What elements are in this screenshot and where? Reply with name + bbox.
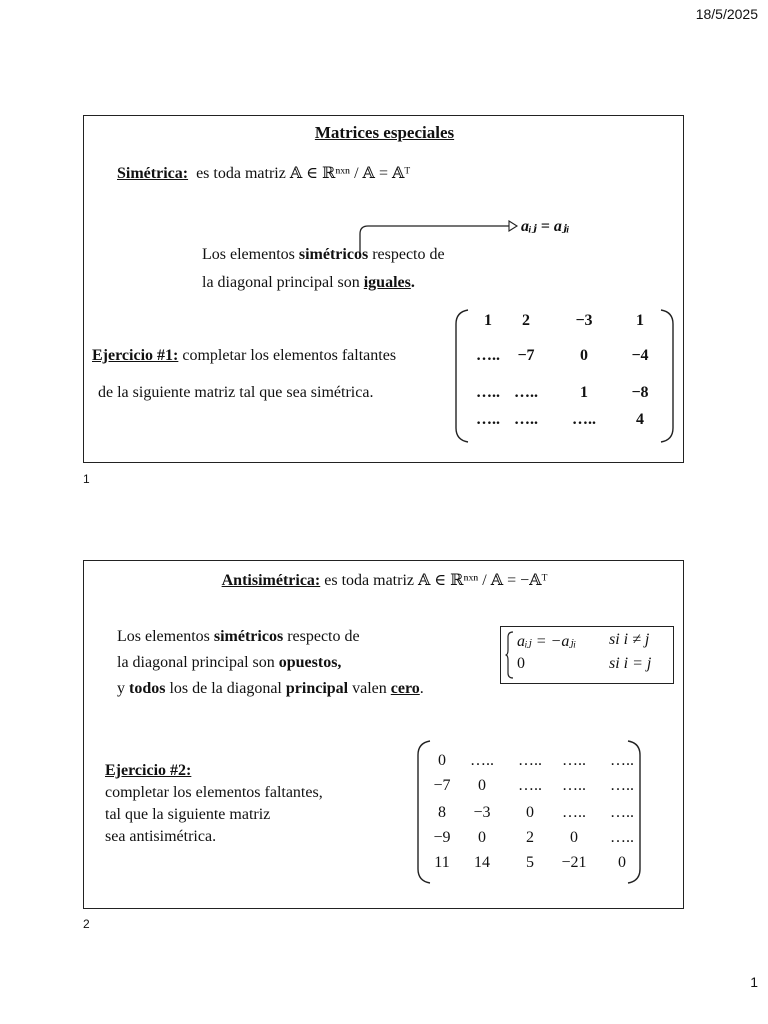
cases-row2-cond: si i = j bbox=[609, 655, 652, 672]
cases-row1-cond: si i ≠ j bbox=[609, 631, 650, 648]
antisym-text-line3: y todos los de la diagonal principal valen cero. bbox=[117, 680, 424, 697]
slide-title: Matrices especiales bbox=[314, 123, 455, 142]
page-date: 18/5/2025 bbox=[695, 6, 758, 22]
exercise1-line1: Ejercicio #1: completar los elementos faltantes bbox=[92, 347, 397, 364]
symmetric-def: es toda matriz 𝔸 ∈ ℝⁿˣⁿ / 𝔸 = 𝔸ᵀ bbox=[196, 165, 411, 182]
matrix-cell: ….. bbox=[562, 777, 586, 794]
slide-1 bbox=[83, 115, 684, 486]
cases-row1-expr: aᵢⱼ = −aⱼᵢ bbox=[517, 633, 577, 650]
matrix-cell: −3 bbox=[575, 312, 593, 329]
antisym-text-line1: Los elementos simétricos respecto de bbox=[117, 628, 360, 645]
symmetric-text-line2: la diagonal principal son iguales. bbox=[202, 274, 415, 291]
matrix-cell: ….. bbox=[562, 752, 586, 769]
exercise2-label: Ejercicio #2: bbox=[105, 762, 192, 779]
matrix-cell: ….. bbox=[610, 752, 634, 769]
symmetric-label: Simétrica: bbox=[117, 165, 189, 182]
exercise1-line2: de la siguiente matriz tal que sea simétrica. bbox=[98, 384, 374, 401]
matrix-cell: 14 bbox=[474, 854, 490, 871]
matrix-cell: 0 bbox=[580, 347, 588, 364]
matrix-cell: −7 bbox=[517, 347, 535, 364]
matrix-cell: −21 bbox=[561, 854, 587, 871]
matrix-cell: ….. bbox=[470, 752, 494, 769]
exercise1-label: Ejercicio #1: bbox=[92, 347, 179, 364]
matrix-cell: 1 bbox=[580, 384, 588, 401]
slide2-number: 2 bbox=[83, 917, 90, 931]
matrix-cell: 1 bbox=[484, 312, 492, 329]
matrix-cell: ….. bbox=[572, 411, 596, 428]
matrix-cell: 0 bbox=[526, 804, 534, 821]
antisymmetric-label: Antisimétrica: bbox=[221, 572, 321, 589]
matrix-cell: 0 bbox=[618, 854, 626, 871]
matrix-cell: 0 bbox=[478, 777, 486, 794]
matrix-cell: ….. bbox=[610, 829, 634, 846]
cases-row2-expr: 0 bbox=[517, 655, 525, 672]
antisym-text-line2: la diagonal principal son opuestos, bbox=[117, 654, 342, 671]
cases-brace bbox=[505, 631, 515, 679]
matrix-cell: ….. bbox=[476, 347, 500, 364]
matrix-cell: 4 bbox=[636, 411, 644, 428]
matrix-cell: 2 bbox=[522, 312, 530, 329]
matrix-cell: 5 bbox=[526, 854, 534, 871]
matrix-cell: ….. bbox=[518, 777, 542, 794]
slide1-number: 1 bbox=[83, 472, 90, 486]
matrix-cell: 1 bbox=[636, 312, 644, 329]
matrix-cell: ….. bbox=[562, 804, 586, 821]
matrix-cell: −7 bbox=[433, 777, 451, 794]
exercise2-line3: sea antisimétrica. bbox=[105, 828, 217, 845]
slide-2 bbox=[83, 560, 684, 931]
matrix-cell: ….. bbox=[476, 384, 500, 401]
matrix-cell: −8 bbox=[631, 384, 649, 401]
matrix-cell: 0 bbox=[570, 829, 578, 846]
page-number: 1 bbox=[750, 974, 758, 990]
exercise2-line2: tal que la siguiente matriz bbox=[105, 806, 271, 823]
matrix-cell: ….. bbox=[514, 384, 538, 401]
matrix-cell: ….. bbox=[514, 411, 538, 428]
matrix-cell: ….. bbox=[518, 752, 542, 769]
matrix-cell: 0 bbox=[438, 752, 446, 769]
matrix-cell: 8 bbox=[438, 804, 446, 821]
matrix-cell: −4 bbox=[631, 347, 649, 364]
matrix-cell: ….. bbox=[476, 411, 500, 428]
antisymmetric-definition: Antisimétrica: es toda matriz 𝔸 ∈ ℝⁿˣⁿ / 𝔸 = −𝔸ᵀ bbox=[221, 572, 548, 589]
symmetric-definition bbox=[117, 163, 410, 183]
matrix-cell: 0 bbox=[478, 829, 486, 846]
matrix-cell: −9 bbox=[433, 829, 451, 846]
matrix-cell: −3 bbox=[473, 804, 491, 821]
exercise2-line1: completar los elementos faltantes, bbox=[105, 784, 323, 801]
matrix-cell: ….. bbox=[610, 804, 634, 821]
cases-box bbox=[500, 626, 674, 684]
matrix-cell: 2 bbox=[526, 829, 534, 846]
matrix-cell: 11 bbox=[434, 854, 450, 871]
symmetric-text-line1: Los elementos simétricos respecto de bbox=[202, 246, 445, 263]
matrix-cell: ….. bbox=[610, 777, 634, 794]
arrow-formula: aᵢⱼ = aⱼᵢ bbox=[521, 218, 570, 235]
